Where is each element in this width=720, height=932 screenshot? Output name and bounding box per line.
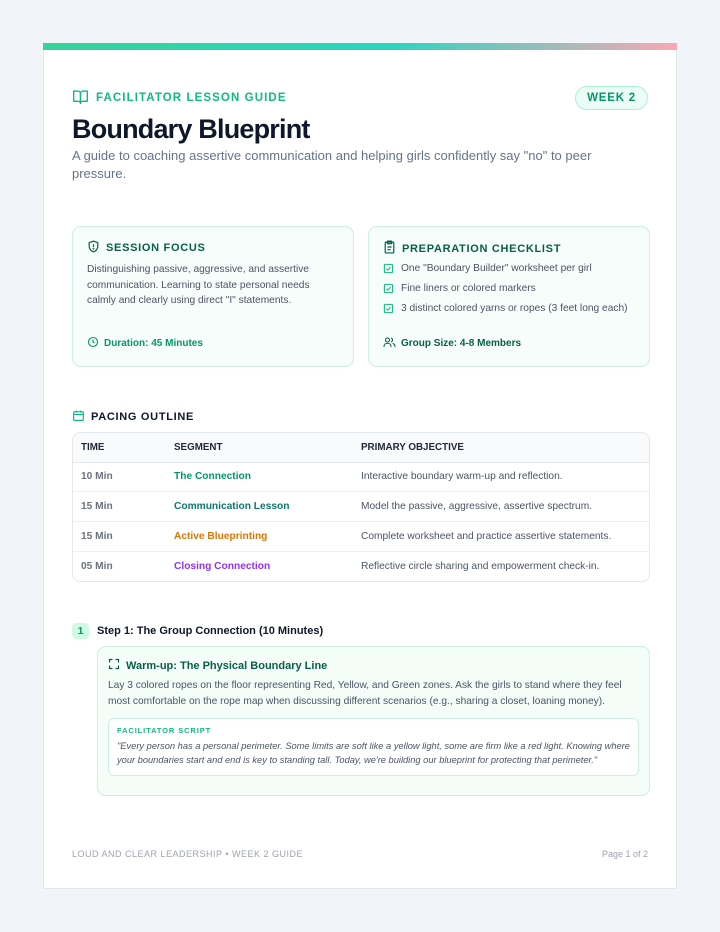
guide-page [43,43,677,889]
row-segment: The Connection [166,462,353,492]
page-number: Page 1 of 2 [601,849,648,859]
page-title: Boundary Blueprint [72,114,310,144]
session-focus-card [72,226,354,367]
checklist-item [383,302,635,319]
group-size-text: Group Size: 4-8 Members [401,338,522,349]
clock-icon [87,336,99,351]
checklist-item [383,262,635,279]
row-segment: Communication Lesson [166,492,353,522]
preparation-card [368,226,650,367]
pacing-title [72,409,194,425]
guide-label-text: FACILITATOR LESSON GUIDE [96,92,287,104]
column-header-segment: SEGMENT [166,433,353,462]
checkbox-checked-icon [383,302,394,319]
session-focus-body: Distinguishing passive, aggressive, and assertive communication. Learning to state personal needs calmly and clearly using direct "I" statements. [87,264,310,306]
checklist-item-text: Fine liners or colored markers [401,283,536,294]
script-label: FACILITATOR SCRIPT [117,726,212,735]
expand-icon [108,658,120,673]
preparation-title-text: PREPARATION CHECKLIST [402,242,562,255]
session-focus-title [87,240,339,256]
checkbox-checked-icon [383,282,394,299]
row-objective: Model the passive, aggressive, assertive spectrum. [353,492,649,522]
step-number-badge: 1 [72,623,89,639]
facilitator-script-box [108,718,639,776]
activity-card [97,646,650,796]
table-row [73,492,649,522]
row-time: 15 Min [73,521,166,551]
row-segment: Closing Connection [174,560,271,572]
shield-icon [87,240,100,256]
row-time: 15 Min [73,492,166,522]
activity-body: Lay 3 colored ropes on the floor representing Red, Yellow, and Green zones. Ask the girls to stand where they feel most comfortable on the rope map when discussing different scenarios (e.g., sharing a closet, loaning money). [108,680,622,707]
row-objective: Complete worksheet and practice assertive statements. [353,521,649,551]
calendar-icon [72,409,85,425]
duration-info [87,336,203,351]
group-size-info [383,336,521,351]
pacing-table [72,432,650,582]
table-header-row [73,433,649,462]
column-header-time: TIME [73,433,166,462]
step-heading [72,623,323,639]
checkbox-checked-icon [383,262,394,279]
accent-bar [43,43,677,50]
activity-title-text: Warm-up: The Physical Boundary Line [126,659,328,672]
guide-label [72,89,287,107]
script-text: "Every person has a personal perimeter. Some limits are soft like a yellow light, some are firm like a red light. Knowing where your boundaries start and end is key to standing tall. Today, we're building our blueprint for protecting that perimeter." [117,741,630,765]
row-time: 05 Min [81,560,113,572]
row-objective: Reflective circle sharing and empowerment check-in. [361,560,600,572]
table-row [73,462,649,492]
row-time: 10 Min [73,462,166,492]
preparation-title [383,240,635,257]
page-subtitle: A guide to coaching assertive communication and helping girls confidently say "no" to peer pressure. [72,148,592,181]
clipboard-icon [383,240,396,257]
header-row [72,86,648,110]
column-header-objective: PRIMARY OBJECTIVE [353,433,649,462]
preparation-list [383,262,635,319]
table-row [73,551,649,581]
step-title: Step 1: The Group Connection (10 Minutes) [97,625,324,637]
row-segment: Active Blueprinting [166,521,353,551]
checklist-item-text: One "Boundary Builder" worksheet per girl [401,263,592,274]
session-focus-title-text: SESSION FOCUS [106,242,206,254]
duration-text: Duration: 45 Minutes [104,338,203,349]
book-open-icon [72,89,89,107]
activity-title [108,658,639,673]
users-icon [383,336,396,351]
table-row [73,521,649,551]
checklist-item [383,282,635,299]
footer-left: LOUD AND CLEAR LEADERSHIP • WEEK 2 GUIDE [72,849,304,859]
checklist-item-text: 3 distinct colored yarns or ropes (3 feet long each) [401,303,628,314]
week-badge: WEEK 2 [575,86,648,110]
pacing-title-text: PACING OUTLINE [91,411,195,423]
row-objective: Interactive boundary warm-up and reflection. [353,462,649,492]
